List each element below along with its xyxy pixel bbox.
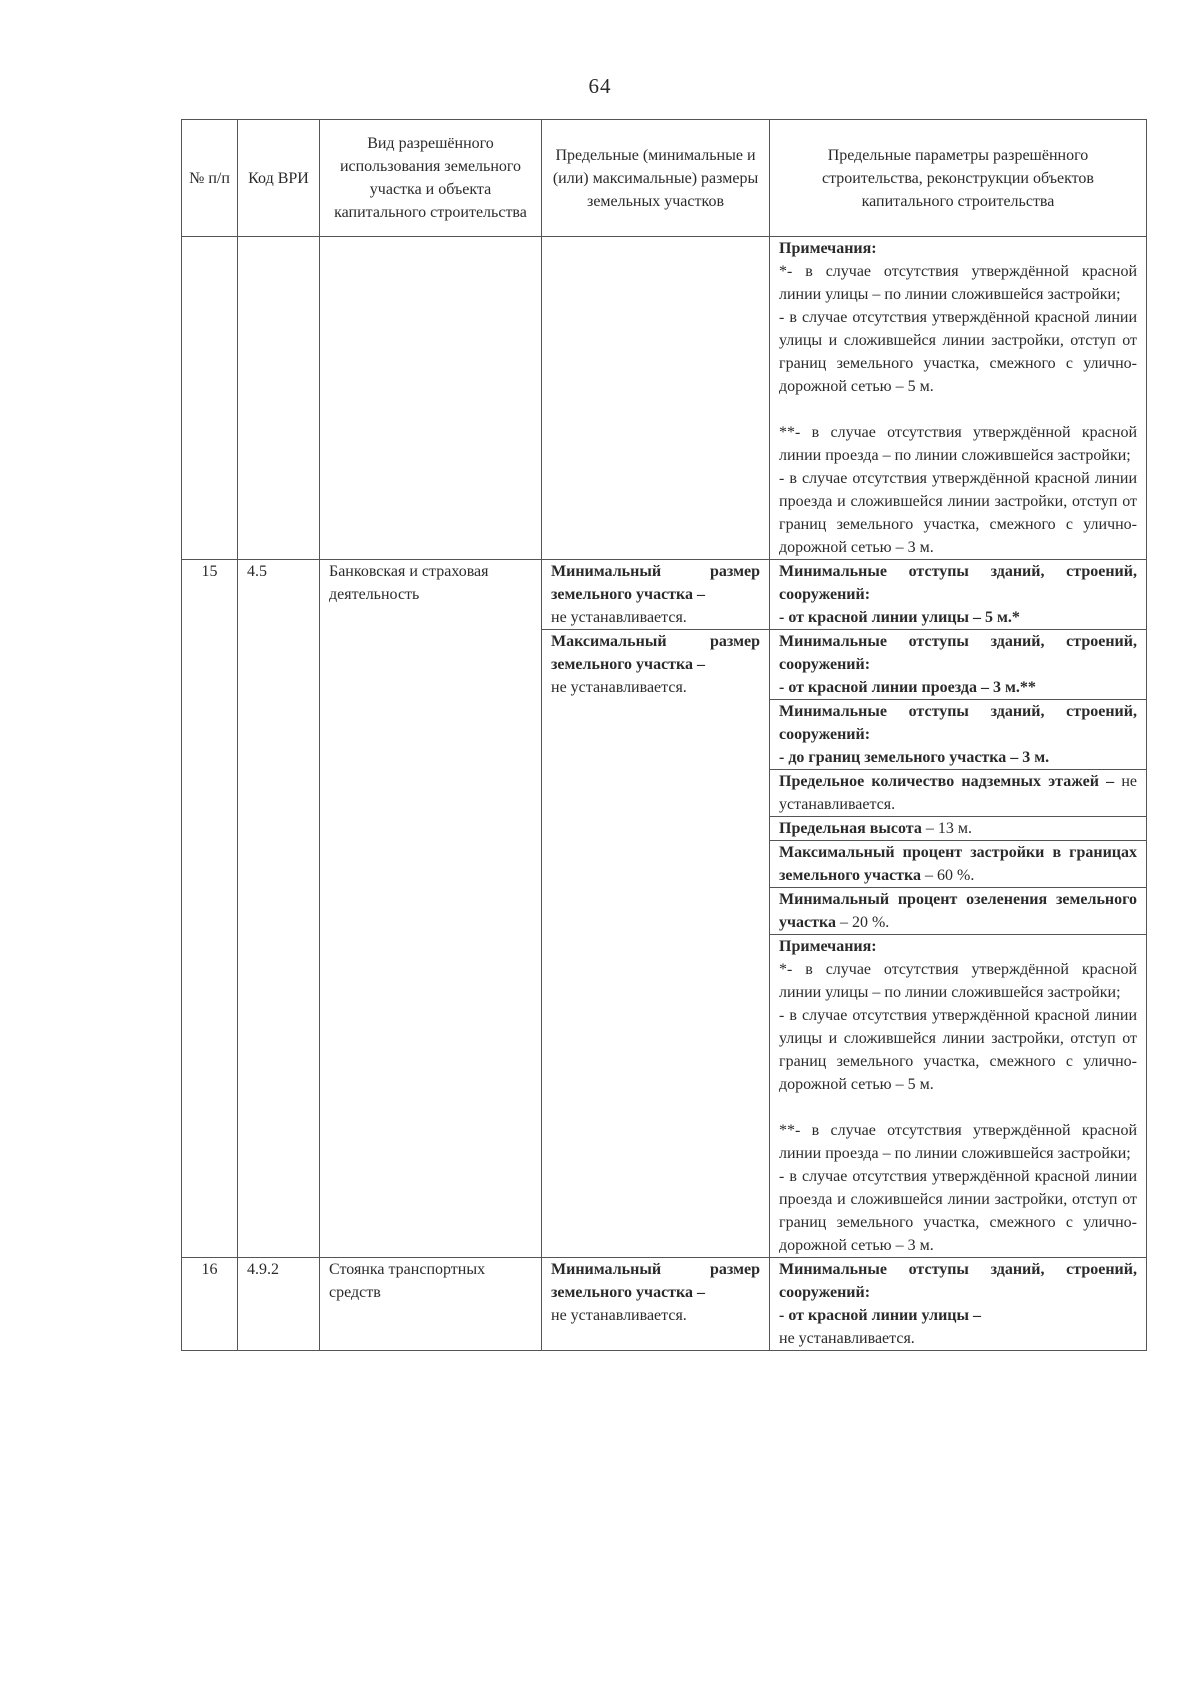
header-sizes: Предельные (минимальные и (или) максимальные) размеры земельных участков <box>542 120 770 237</box>
row16-use: Стоянка транспортных средств <box>320 1258 542 1351</box>
max-size-value: не устанавливается. <box>551 679 687 696</box>
param-7-value: – 20 %. <box>835 914 890 931</box>
table-row-16 <box>182 1258 1147 1351</box>
note-spacer <box>779 1096 1137 1119</box>
page-number: 64 <box>588 74 612 98</box>
row16-min-size <box>542 1258 770 1351</box>
param-3-label: Минимальные отступы зданий, строений, сооружений: <box>779 703 1137 743</box>
param-2-label: Минимальные отступы зданий, строений, сооружений: <box>779 633 1137 673</box>
row15-code: 4.5 <box>238 560 320 1258</box>
row15-param-5 <box>770 817 1147 841</box>
note-spacer <box>779 398 1137 421</box>
row15-note-3: **- в случае отсутствия утверждённой красной линии проезда – по линии сложившейся застройки; <box>779 1122 1137 1162</box>
note-1: *- в случае отсутствия утверждённой красной линии улицы – по линии сложившейся застройки; <box>779 263 1137 303</box>
row15-max-size <box>542 630 770 1258</box>
row15-note-2: - в случае отсутствия утверждённой красной линии улицы и сложившейся линии застройки, отступ от границ земельного участка, смежного с улично-дорожной сетью – 5 м. <box>779 1007 1137 1093</box>
param-6-value: – 60 %. <box>921 867 975 884</box>
param-4-value: не устанавливается. <box>779 773 1137 813</box>
param-7-label: Минимальный процент озеленения земельного участка <box>779 891 1137 931</box>
note-4: - в случае отсутствия утверждённой красной линии проезда и сложившейся линии застройки, отступ от границ земельного участка, смежного с улично-дорожной сетью – 3 м. <box>779 470 1137 556</box>
cell-num-empty <box>182 237 238 560</box>
note-2: - в случае отсутствия утверждённой красной линии улицы и сложившейся линии застройки, отступ от границ земельного участка, смежного с улично-дорожной сетью – 5 м. <box>779 309 1137 395</box>
row16-param-1-value2: не устанавливается. <box>779 1330 915 1347</box>
header-row <box>182 120 1147 237</box>
param-2-value: - от красной линии проезда – 3 м.** <box>779 679 1036 696</box>
note-3: **- в случае отсутствия утверждённой красной линии проезда – по линии сложившейся застройки; <box>779 424 1137 464</box>
cell-code-empty <box>238 237 320 560</box>
param-5-value: – 13 м. <box>921 820 972 837</box>
param-1-value: - от красной линии улицы – 5 м.* <box>779 609 1020 626</box>
row15-notes-title: Примечания: <box>779 938 877 955</box>
header-params: Предельные параметры разрешённого строительства, реконструкции объектов капитального строительства <box>770 120 1147 237</box>
min-size-label: Минимальный размер земельного участка – <box>551 563 760 603</box>
row15-param-6 <box>770 841 1147 888</box>
row16-min-size-value: не устанавливается. <box>551 1307 687 1324</box>
row15-param-4 <box>770 770 1147 817</box>
table-row-continued <box>182 237 1147 560</box>
notes-cell <box>770 237 1147 560</box>
cell-use-empty <box>320 237 542 560</box>
param-4-label: Предельное количество надземных этажей – <box>779 773 1115 790</box>
row15-param-2 <box>770 630 1147 700</box>
row15-param-1 <box>770 560 1147 630</box>
max-size-label: Максимальный размер земельного участка – <box>551 633 760 673</box>
row15-use: Банковская и страховая деятельность <box>320 560 542 1258</box>
zoning-parameters-table <box>181 119 1147 1351</box>
row16-code: 4.9.2 <box>238 1258 320 1351</box>
row15-note-1: *- в случае отсутствия утверждённой красной линии улицы – по линии сложившейся застройки; <box>779 961 1137 1001</box>
row15-min-size <box>542 560 770 630</box>
row15-num: 15 <box>182 560 238 1258</box>
row16-param-1 <box>770 1258 1147 1351</box>
header-num: № п/п <box>182 120 238 237</box>
row16-num: 16 <box>182 1258 238 1351</box>
param-3-value: - до границ земельного участка – 3 м. <box>779 749 1050 766</box>
min-size-value: не устанавливается. <box>551 609 687 626</box>
row15-param-7 <box>770 888 1147 935</box>
param-1-label: Минимальные отступы зданий, строений, сооружений: <box>779 563 1137 603</box>
row15-notes <box>770 935 1147 1258</box>
header-use: Вид разрешённого использования земельного участка и объекта капитального строительства <box>320 120 542 237</box>
notes-title: Примечания: <box>779 240 877 257</box>
cell-sizes-empty <box>542 237 770 560</box>
row15-note-4: - в случае отсутствия утверждённой красной линии проезда и сложившейся линии застройки, отступ от границ земельного участка, смежного с улично-дорожной сетью – 3 м. <box>779 1168 1137 1254</box>
param-5-label: Предельная высота <box>779 820 922 837</box>
row15-param-3 <box>770 700 1147 770</box>
row16-param-1-value: - от красной линии улицы – <box>779 1307 981 1324</box>
table-row-15 <box>182 560 1147 630</box>
row16-min-size-label: Минимальный размер земельного участка – <box>551 1261 760 1301</box>
row16-param-1-label: Минимальные отступы зданий, строений, сооружений: <box>779 1261 1137 1301</box>
param-6-label: Максимальный процент застройки в границах земельного участка <box>779 844 1137 884</box>
header-code: Код ВРИ <box>238 120 320 237</box>
